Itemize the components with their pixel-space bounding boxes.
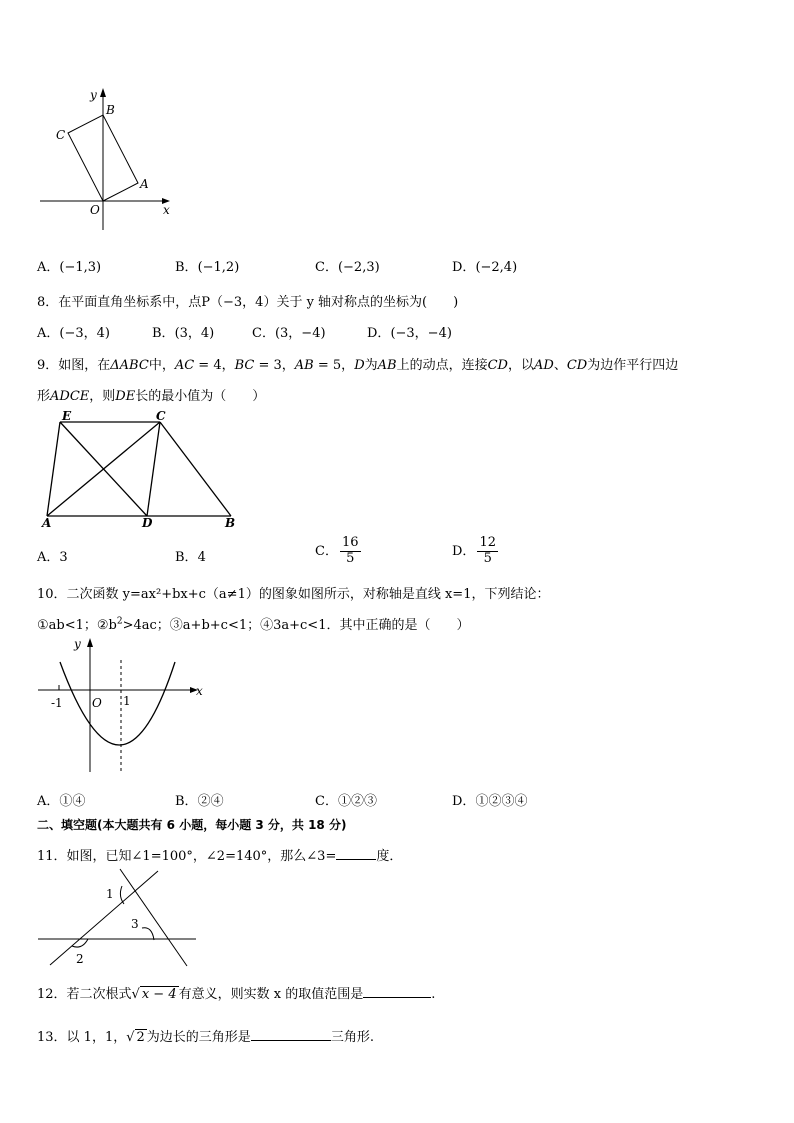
q7-label-x: x [163, 203, 170, 217]
q7-label-c: C [56, 128, 66, 142]
q10-option-c[interactable]: C．①②③ [315, 794, 377, 809]
q10-parabola [60, 662, 175, 745]
section-2-heading: 二、填空题(本大题共有 6 小题，每小题 3 分，共 18 分) [37, 818, 347, 832]
q13-radical: √ 2 [126, 1030, 145, 1045]
q7-label-o: O [90, 203, 100, 217]
q7-y-arrow [100, 88, 106, 97]
q8-question: 8．在平面直角坐标系中，点P（−3，4）关于 y 轴对称点的坐标为( ) [37, 295, 459, 310]
fraction: $\frac{16}{5}$ [341, 535, 359, 566]
q9-parallelogram-figure [38, 410, 248, 530]
q9-label-e: E [62, 410, 72, 423]
q12-answer-blank[interactable] [363, 985, 431, 998]
q8-option-a[interactable]: A．(−3，4) [37, 326, 110, 341]
q11-label-1: 1 [106, 887, 114, 901]
q9-segment-ed [60, 422, 147, 516]
q9-label-c: C [156, 410, 166, 423]
q7-option-a[interactable]: A．(−1,3) [37, 260, 102, 275]
q10-parabola-figure [30, 632, 220, 782]
q7-option-d[interactable]: D．(−2,4) [452, 260, 518, 275]
q9-label-a: A [42, 516, 52, 530]
q11-angle-figure [36, 866, 206, 972]
q10-label-o: O [92, 696, 102, 710]
q11-label-3: 3 [131, 917, 139, 931]
q11-arc-3 [142, 928, 154, 940]
q11-transversal-line [50, 871, 158, 965]
q8-option-b[interactable]: B．(3，4) [152, 326, 215, 341]
q9-question-line2: 形ADCE，则DE长的最小值为（ ） [37, 389, 266, 404]
q12-question: 12．若二次根式√ x − 4 有意义，则实数 x 的取值范围是 . [37, 987, 436, 1002]
q9-option-c[interactable]: C． $\frac{16}{5}$ [315, 535, 359, 566]
q7-label-y: y [90, 88, 97, 102]
q10-label-x: x [196, 684, 203, 698]
q10-question-line2: ①ab<1；$②b^2>4ac$；③a+b+c<1；④3a+c<1．其中正确的是（ ） [37, 616, 470, 633]
q10-label-y: y [74, 637, 81, 651]
q11-label-2: 2 [76, 952, 84, 966]
q9-segment-ae [47, 422, 60, 516]
q7-option-b[interactable]: B．(−1,2) [175, 260, 240, 275]
q9-question-line1: 9．如图，在ΔABC中，AC = 4，BC = 3，AB = 5，D为AB上的动点，连接CD，以AD、CD为边作平行四边 [37, 358, 679, 373]
q10-option-b[interactable]: B．②④ [175, 794, 224, 809]
q9-segment-dc [147, 422, 160, 516]
q10-label-one: 1 [123, 694, 131, 708]
q10-option-d[interactable]: D．①②③④ [452, 794, 528, 809]
q12-radical: √ x − 4 [131, 987, 177, 1002]
q7-label-a: A [140, 177, 149, 191]
q7-option-c[interactable]: C．(−2,3) [315, 260, 380, 275]
q9-option-d[interactable]: D． $\frac{12}{5}$ [452, 535, 496, 566]
q10-question-line1: 10．二次函数 y=ax²+bx+c（a≠1）的图象如图所示，对称轴是直线 x=1，下列结论： [37, 587, 550, 602]
q9-segment-cb [160, 422, 231, 516]
q8-option-d[interactable]: D．(−3，−4) [367, 326, 452, 341]
q10-option-a[interactable]: A．①④ [37, 794, 86, 809]
q9-label-d: D [142, 516, 153, 530]
q11-question: 11．如图，已知∠1=100°，∠2=140°，那么∠3= 度． [37, 849, 403, 864]
q9-option-b[interactable]: B．4 [175, 550, 206, 565]
q13-answer-blank[interactable] [251, 1028, 331, 1041]
q9-option-a[interactable]: A．3 [37, 550, 68, 565]
q10-y-arrow [87, 638, 93, 647]
q13-question: 13．以 1，1，√ 2 为边长的三角形是 三角形. [37, 1030, 374, 1045]
q11-arc-2 [72, 939, 88, 947]
q7-coordinate-figure [30, 80, 180, 235]
q9-label-b: B [225, 516, 236, 530]
fraction: $\frac{12}{5}$ [479, 535, 496, 566]
q11-answer-blank[interactable] [336, 847, 376, 860]
q8-option-c[interactable]: C．(3，−4) [252, 326, 326, 341]
q10-label-neg1: -1 [51, 696, 63, 710]
q7-label-b: B [106, 103, 115, 117]
